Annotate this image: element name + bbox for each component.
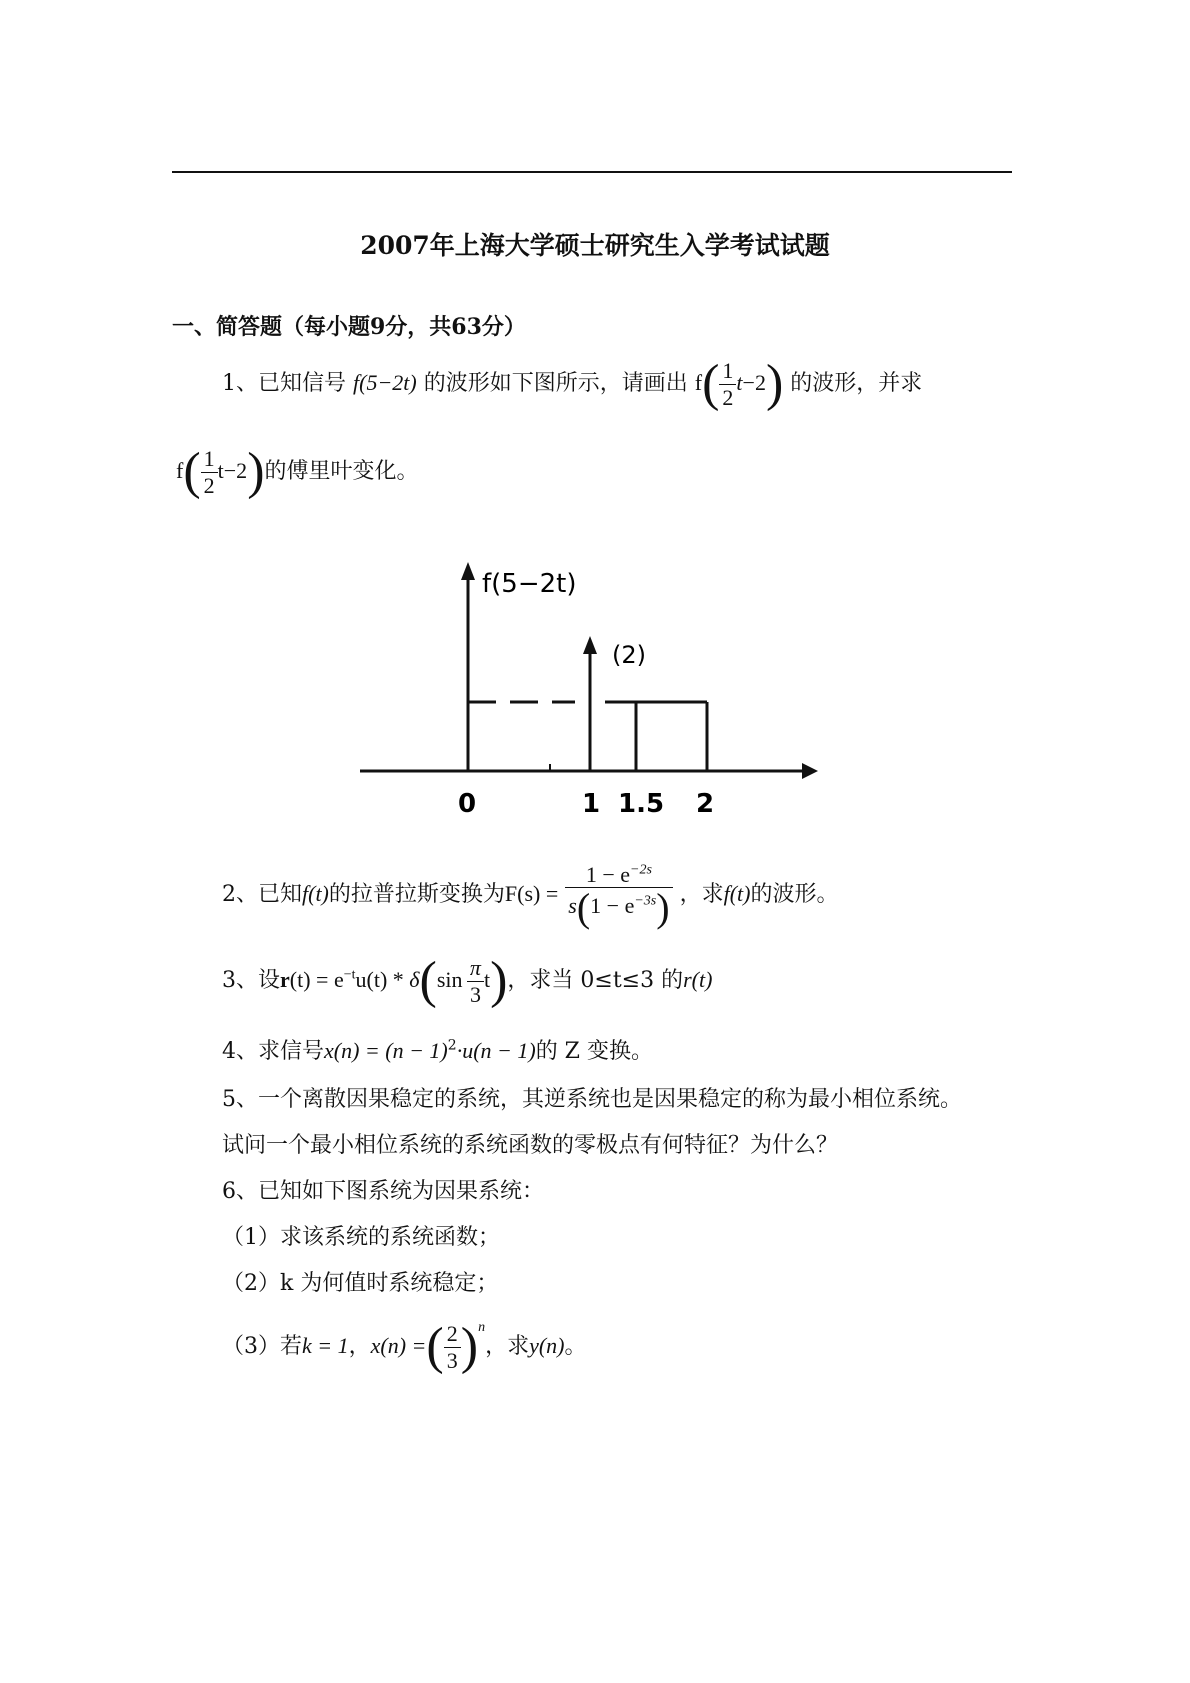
q1-fraction-2: $\frac{1}{2}$ [201, 446, 218, 498]
q1-right-paren: ) [765, 355, 784, 412]
question-2: 2、已知f(t)的拉普拉斯变换为F(s) = $\frac{1 - e^{-2s}}{s(1 - e^{-3s})}$ ，求f(t)的波形。 [222, 862, 839, 931]
header-rule [172, 171, 1012, 173]
question-6-sub-1: （1）求该系统的系统函数； [222, 1225, 500, 1250]
y-axis-label: f(5−2t) [482, 569, 577, 599]
question-6-sub-2: （2）k 为何值时系统稳定； [222, 1271, 499, 1296]
question-4: 4、求信号$x(n) = (n - 1)^2\cdot u(n - 1)$的 Z 变换。 [222, 1037, 653, 1064]
q1-end: 的波形，并求 [790, 371, 923, 396]
q1-fraction: $\frac{1}{2}$ [719, 358, 736, 410]
question-1-line-1 [222, 355, 923, 412]
tick-label-1: 1 [582, 789, 601, 819]
q1-tail-expr-2: t−2 [217, 458, 248, 483]
q6-fraction: $\frac{2}{3}$ [444, 1321, 461, 1373]
question-6-sub-3: （3）若k = 1，x(n) =( $\frac{2}{3}$ )$^n$，求y(n)。 [222, 1318, 587, 1375]
waveform-figure [350, 550, 830, 830]
q1-line2-end: 的傅里叶变化。 [264, 459, 419, 484]
question-1-line-2: f( $\frac{1}{2}$ t−2)的傅里叶变化。 [176, 443, 419, 500]
impulse-arrow [583, 636, 597, 654]
page-title: 2007年上海大学硕士研究生入学考试试题 [360, 231, 830, 260]
question-5-line-1: 5、一个离散因果稳定的系统，其逆系统也是因果稳定的称为最小相位系统。 [222, 1087, 962, 1112]
tick-label-0: 0 [458, 789, 477, 819]
q3-fraction: $\frac{\pi}{3}$ [467, 955, 484, 1007]
question-6-intro: 6、已知如下图系统为因果系统： [222, 1179, 544, 1204]
q1-signal: f(5−2t) [353, 370, 417, 395]
tick-label-1-5: 1.5 [618, 789, 665, 819]
q1-tail-expr: t−2 [736, 370, 766, 395]
q1-f-2: f [176, 458, 184, 483]
question-3: 3、设$r(t) = e^{-t}u(t) * \delta(\sin$ $\frac{\pi}{3}$ t)，求当 0≤t≤3 的r(t) [222, 952, 713, 1009]
section-heading: 一、简答题（每小题9分，共63分） [172, 314, 526, 340]
tick-label-2: 2 [696, 789, 715, 819]
x-axis-arrow [802, 763, 818, 779]
question-5-line-2: 试问一个最小相位系统的系统函数的零极点有何特征？为什么？ [222, 1133, 839, 1158]
q2-fraction: $\frac{1 - e^{-2s}}{s(1 - e^{-3s})}$ [565, 862, 672, 928]
q1-f: f [694, 370, 703, 395]
y-axis-arrow [461, 562, 475, 580]
q1-left-paren: ( [702, 355, 720, 412]
q1-mid: 的波形如下图所示，请画出 [423, 371, 688, 396]
impulse-weight-label: (2) [612, 641, 646, 669]
q1-prefix: 1、已知信号 [222, 371, 346, 396]
